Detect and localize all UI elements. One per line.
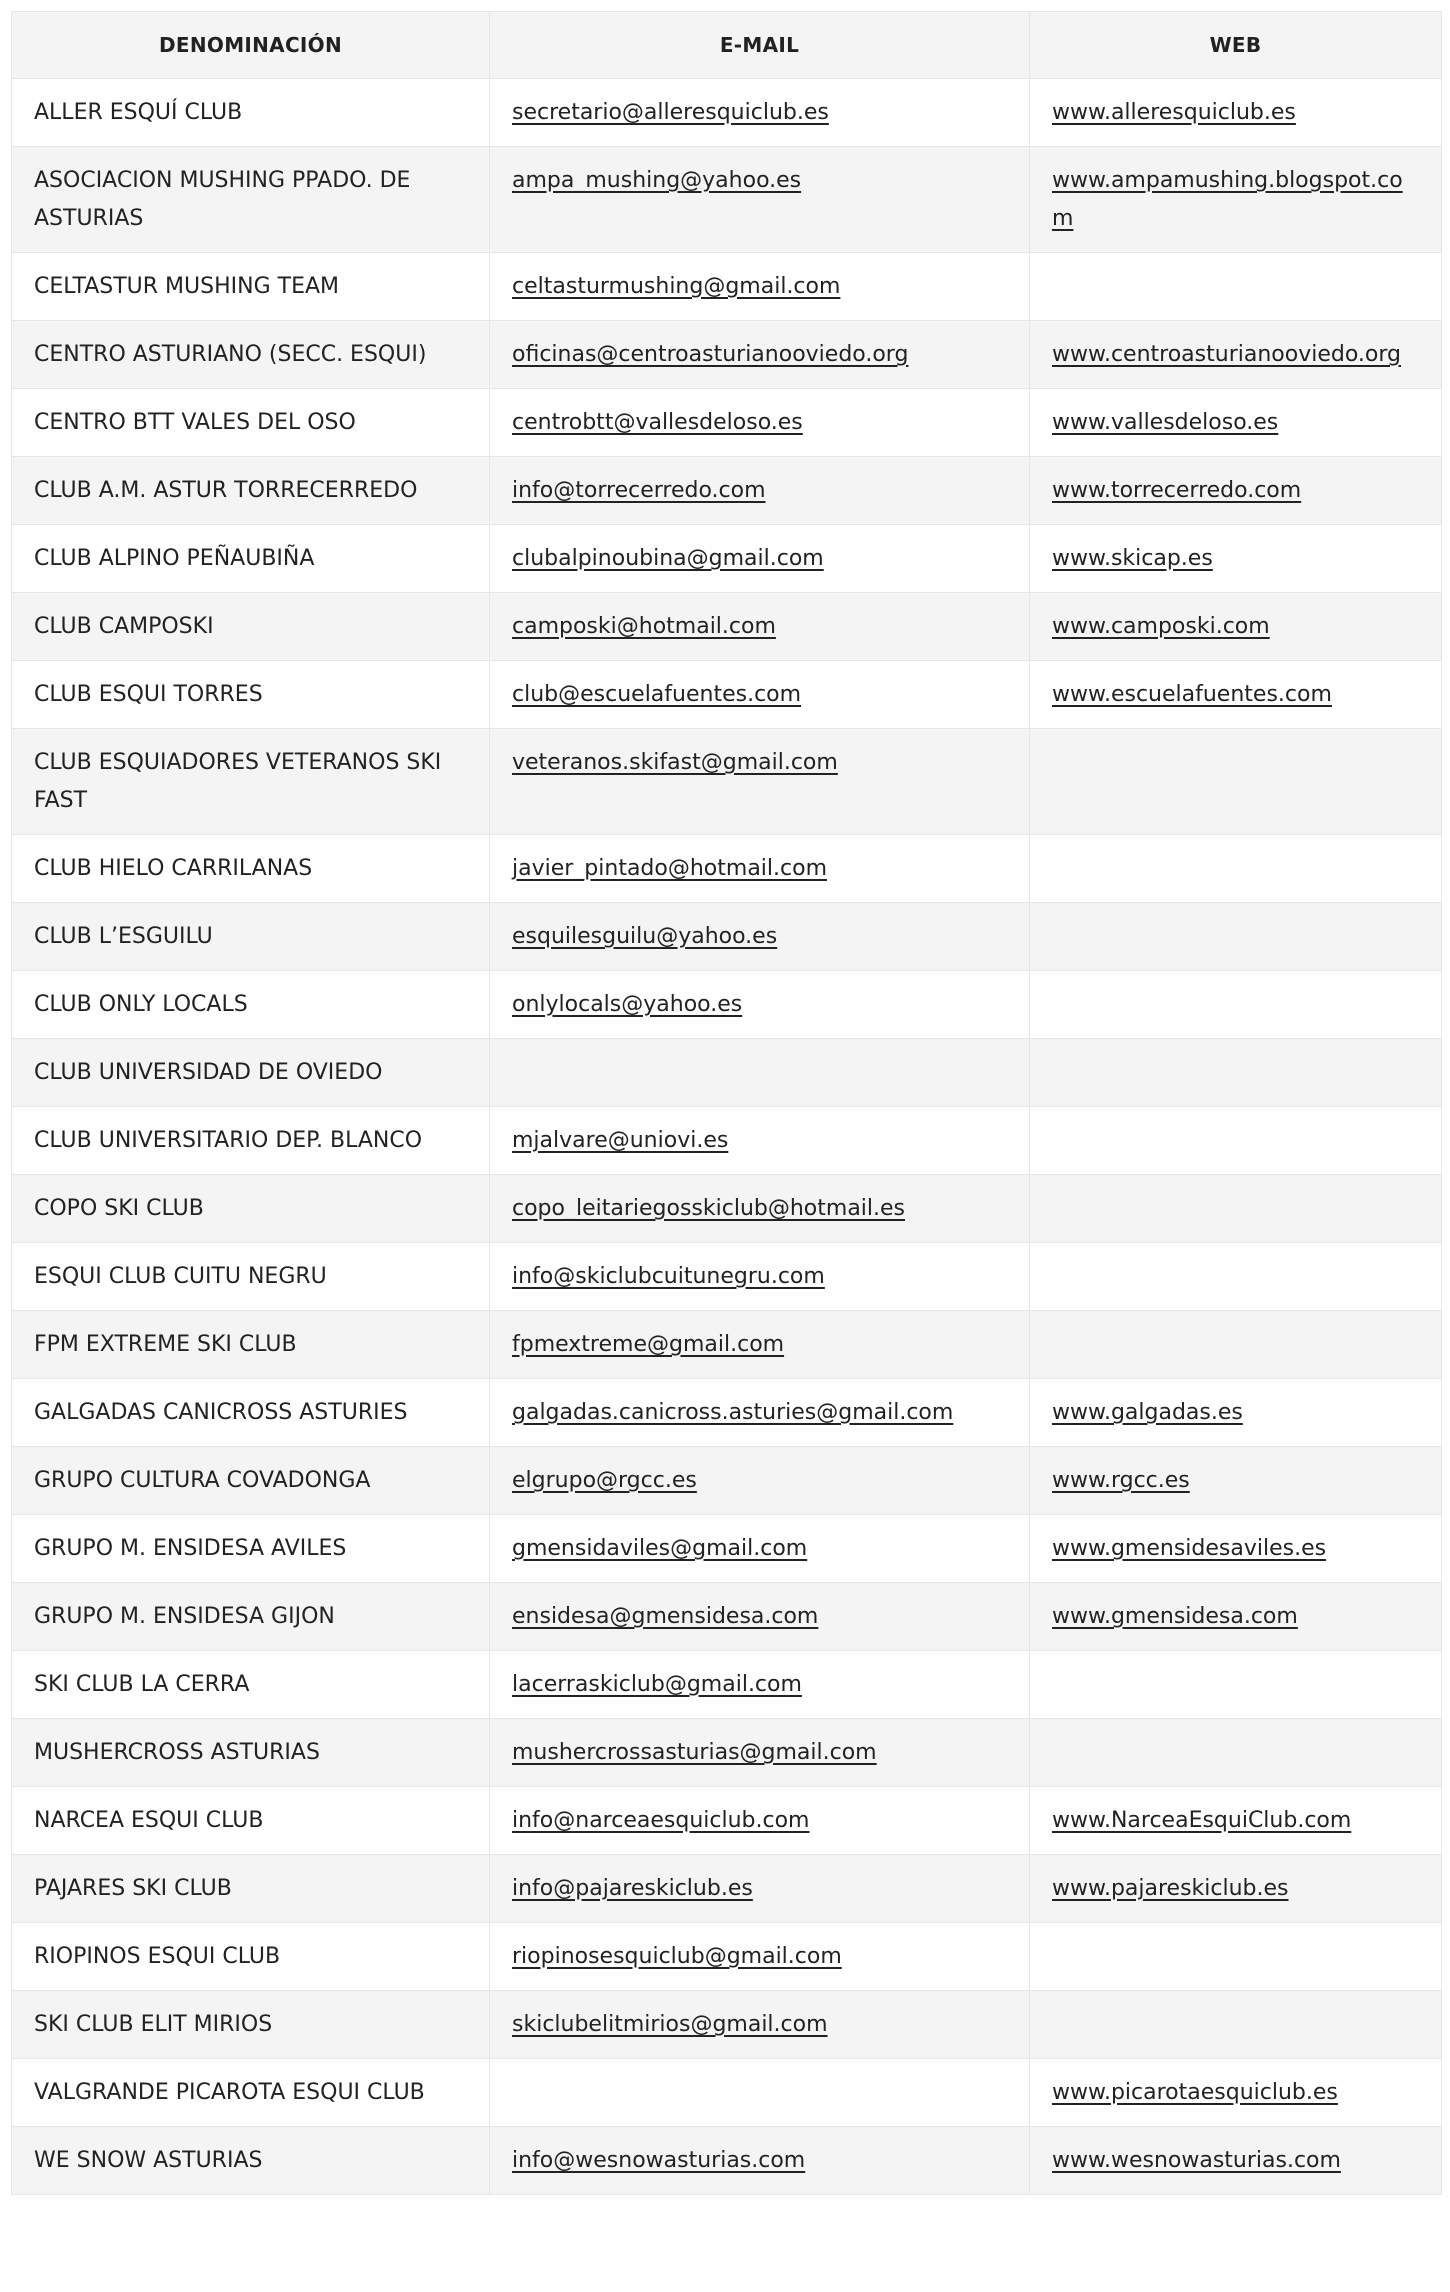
- club-web-cell: [1030, 1787, 1442, 1855]
- club-web-cell: [1030, 1651, 1442, 1719]
- email-link[interactable]: ensidesa@gmensidesa.com: [512, 1604, 819, 1629]
- table-row: [12, 1039, 1442, 1107]
- table-row: [12, 2059, 1442, 2127]
- club-web-cell: [1030, 1039, 1442, 1107]
- email-link[interactable]: mushercrossasturias@gmail.com: [512, 1740, 877, 1765]
- club-email-cell: [490, 903, 1030, 971]
- club-web-cell: [1030, 661, 1442, 729]
- web-link[interactable]: www.torrecerredo.com: [1052, 478, 1302, 503]
- table-row: [12, 1515, 1442, 1583]
- club-web-cell: [1030, 1107, 1442, 1175]
- club-name-cell: CLUB ESQUI TORRES: [12, 661, 490, 729]
- web-link[interactable]: www.vallesdeloso.es: [1052, 410, 1279, 435]
- email-link[interactable]: secretario@alleresquiclub.es: [512, 100, 829, 125]
- table-row: [12, 1719, 1442, 1787]
- club-web-cell: [1030, 1719, 1442, 1787]
- web-link[interactable]: www.escuelafuentes.com: [1052, 682, 1332, 707]
- email-link[interactable]: copo_leitariegosskiclub@hotmail.es: [512, 1196, 906, 1221]
- email-link[interactable]: onlylocals@yahoo.es: [512, 992, 743, 1017]
- table-row: [12, 79, 1442, 147]
- table-body: [12, 79, 1442, 2195]
- table-row: [12, 1311, 1442, 1379]
- club-name-cell: WE SNOW ASTURIAS: [12, 2127, 490, 2195]
- email-link[interactable]: skiclubelitmirios@gmail.com: [512, 2012, 828, 2037]
- club-email-cell: [490, 1991, 1030, 2059]
- email-link[interactable]: ampa_mushing@yahoo.es: [512, 168, 802, 193]
- club-email-cell: [490, 1855, 1030, 1923]
- header-web: WEB: [1030, 12, 1442, 79]
- email-link[interactable]: club@escuelafuentes.com: [512, 682, 802, 707]
- club-web-cell: [1030, 1515, 1442, 1583]
- table-row: [12, 835, 1442, 903]
- table-row: [12, 389, 1442, 457]
- club-name-cell: MUSHERCROSS ASTURIAS: [12, 1719, 490, 1787]
- club-web-cell: [1030, 903, 1442, 971]
- web-link[interactable]: www.wesnowasturias.com: [1052, 2148, 1341, 2173]
- web-link[interactable]: www.centroasturianooviedo.org: [1052, 342, 1401, 367]
- club-name-cell: CLUB HIELO CARRILANAS: [12, 835, 490, 903]
- web-link[interactable]: www.NarceaEsquiClub.com: [1052, 1808, 1352, 1833]
- header-email: E-MAIL: [490, 12, 1030, 79]
- table-row: [12, 1991, 1442, 2059]
- table-row: [12, 1175, 1442, 1243]
- club-email-cell: [490, 1175, 1030, 1243]
- table-row: [12, 253, 1442, 321]
- web-link[interactable]: www.gmensidesaviles.es: [1052, 1536, 1327, 1561]
- club-name-cell: GRUPO M. ENSIDESA GIJON: [12, 1583, 490, 1651]
- club-name-cell: CLUB ALPINO PEÑAUBIÑA: [12, 525, 490, 593]
- email-link[interactable]: oficinas@centroasturianooviedo.org: [512, 342, 909, 367]
- web-link[interactable]: www.camposki.com: [1052, 614, 1270, 639]
- club-name-cell: CENTRO BTT VALES DEL OSO: [12, 389, 490, 457]
- table-header-row: [12, 12, 1442, 79]
- email-link[interactable]: camposki@hotmail.com: [512, 614, 776, 639]
- email-link[interactable]: info@pajareskiclub.es: [512, 1876, 753, 1901]
- table-row: [12, 1583, 1442, 1651]
- web-link[interactable]: www.alleresquiclub.es: [1052, 100, 1296, 125]
- table-row: [12, 1787, 1442, 1855]
- club-web-cell: [1030, 457, 1442, 525]
- table-row: [12, 903, 1442, 971]
- club-web-cell: [1030, 253, 1442, 321]
- club-web-cell: [1030, 971, 1442, 1039]
- club-name-cell: GRUPO M. ENSIDESA AVILES: [12, 1515, 490, 1583]
- table-row: [12, 1107, 1442, 1175]
- club-web-cell: [1030, 593, 1442, 661]
- club-email-cell: [490, 1379, 1030, 1447]
- web-link[interactable]: www.galgadas.es: [1052, 1400, 1243, 1425]
- club-web-cell: [1030, 79, 1442, 147]
- club-web-cell: [1030, 1583, 1442, 1651]
- club-name-cell: COPO SKI CLUB: [12, 1175, 490, 1243]
- club-name-cell: VALGRANDE PICAROTA ESQUI CLUB: [12, 2059, 490, 2127]
- club-name-cell: GALGADAS CANICROSS ASTURIES: [12, 1379, 490, 1447]
- web-link[interactable]: www.pajareskiclub.es: [1052, 1876, 1289, 1901]
- email-link[interactable]: celtasturmushing@gmail.com: [512, 274, 841, 299]
- club-name-cell: CLUB ESQUIADORES VETERANOS SKI FAST: [12, 729, 490, 835]
- club-email-cell: [490, 2127, 1030, 2195]
- clubs-table: [11, 11, 1442, 2195]
- club-email-cell: [490, 1039, 1030, 1107]
- club-name-cell: CLUB UNIVERSITARIO DEP. BLANCO: [12, 1107, 490, 1175]
- club-name-cell: SKI CLUB LA CERRA: [12, 1651, 490, 1719]
- club-web-cell: [1030, 729, 1442, 835]
- email-link[interactable]: galgadas.canicross.asturies@gmail.com: [512, 1400, 954, 1425]
- club-email-cell: [490, 1787, 1030, 1855]
- club-email-cell: [490, 1243, 1030, 1311]
- email-link[interactable]: elgrupo@rgcc.es: [512, 1468, 697, 1493]
- club-email-cell: [490, 525, 1030, 593]
- club-email-cell: [490, 1583, 1030, 1651]
- club-web-cell: [1030, 1175, 1442, 1243]
- club-web-cell: [1030, 2127, 1442, 2195]
- email-link[interactable]: javier_pintado@hotmail.com: [512, 856, 828, 881]
- club-email-cell: [490, 1447, 1030, 1515]
- table-row: [12, 1447, 1442, 1515]
- club-name-cell: FPM EXTREME SKI CLUB: [12, 1311, 490, 1379]
- club-name-cell: ALLER ESQUÍ CLUB: [12, 79, 490, 147]
- club-web-cell: [1030, 1243, 1442, 1311]
- club-email-cell: [490, 729, 1030, 835]
- club-web-cell: [1030, 147, 1442, 253]
- email-link[interactable]: info@skiclubcuitunegru.com: [512, 1264, 825, 1289]
- club-web-cell: [1030, 1991, 1442, 2059]
- web-link[interactable]: www.ampamushing.blogspot.com: [1052, 168, 1403, 231]
- club-email-cell: [490, 321, 1030, 389]
- clubs-table-container: [11, 11, 1441, 2195]
- table-row: [12, 1243, 1442, 1311]
- web-link[interactable]: www.picarotaesquiclub.es: [1052, 2080, 1338, 2105]
- club-name-cell: ESQUI CLUB CUITU NEGRU: [12, 1243, 490, 1311]
- club-web-cell: [1030, 835, 1442, 903]
- club-web-cell: [1030, 1311, 1442, 1379]
- club-email-cell: [490, 1923, 1030, 1991]
- table-row: [12, 661, 1442, 729]
- club-web-cell: [1030, 2059, 1442, 2127]
- club-name-cell: GRUPO CULTURA COVADONGA: [12, 1447, 490, 1515]
- table-row: [12, 971, 1442, 1039]
- club-name-cell: ASOCIACION MUSHING PPADO. DE ASTURIAS: [12, 147, 490, 253]
- club-email-cell: [490, 1719, 1030, 1787]
- club-web-cell: [1030, 1923, 1442, 1991]
- email-link[interactable]: centrobtt@vallesdeloso.es: [512, 410, 803, 435]
- club-name-cell: CLUB L’ESGUILU: [12, 903, 490, 971]
- club-web-cell: [1030, 1447, 1442, 1515]
- club-name-cell: RIOPINOS ESQUI CLUB: [12, 1923, 490, 1991]
- web-link[interactable]: www.skicap.es: [1052, 546, 1213, 571]
- table-row: [12, 593, 1442, 661]
- web-link[interactable]: www.gmensidesa.com: [1052, 1604, 1298, 1629]
- club-email-cell: [490, 457, 1030, 525]
- club-name-cell: NARCEA ESQUI CLUB: [12, 1787, 490, 1855]
- web-link[interactable]: www.rgcc.es: [1052, 1468, 1190, 1493]
- table-row: [12, 147, 1442, 253]
- club-email-cell: [490, 661, 1030, 729]
- email-link[interactable]: lacerraskiclub@gmail.com: [512, 1672, 802, 1697]
- table-row: [12, 321, 1442, 389]
- club-name-cell: SKI CLUB ELIT MIRIOS: [12, 1991, 490, 2059]
- club-email-cell: [490, 1515, 1030, 1583]
- table-row: [12, 1651, 1442, 1719]
- club-name-cell: CENTRO ASTURIANO (SECC. ESQUI): [12, 321, 490, 389]
- club-web-cell: [1030, 1855, 1442, 1923]
- club-email-cell: [490, 593, 1030, 661]
- club-name-cell: CLUB CAMPOSKI: [12, 593, 490, 661]
- club-email-cell: [490, 835, 1030, 903]
- email-link[interactable]: clubalpinoubina@gmail.com: [512, 546, 824, 571]
- club-name-cell: CELTASTUR MUSHING TEAM: [12, 253, 490, 321]
- club-name-cell: PAJARES SKI CLUB: [12, 1855, 490, 1923]
- table-row: [12, 457, 1442, 525]
- header-name: DENOMINACIÓN: [12, 12, 490, 79]
- email-link[interactable]: riopinosesquiclub@gmail.com: [512, 1944, 842, 1969]
- club-name-cell: CLUB A.M. ASTUR TORRECERREDO: [12, 457, 490, 525]
- club-email-cell: [490, 253, 1030, 321]
- email-link[interactable]: veteranos.skifast@gmail.com: [512, 750, 838, 775]
- club-email-cell: [490, 389, 1030, 457]
- email-link[interactable]: info@torrecerredo.com: [512, 478, 766, 503]
- club-name-cell: CLUB UNIVERSIDAD DE OVIEDO: [12, 1039, 490, 1107]
- club-email-cell: [490, 79, 1030, 147]
- table-row: [12, 1855, 1442, 1923]
- table-row: [12, 1923, 1442, 1991]
- club-email-cell: [490, 1311, 1030, 1379]
- club-name-cell: CLUB ONLY LOCALS: [12, 971, 490, 1039]
- table-row: [12, 525, 1442, 593]
- club-email-cell: [490, 2059, 1030, 2127]
- email-link[interactable]: mjalvare@uniovi.es: [512, 1128, 729, 1153]
- email-link[interactable]: gmensidaviles@gmail.com: [512, 1536, 808, 1561]
- table-row: [12, 2127, 1442, 2195]
- email-link[interactable]: info@wesnowasturias.com: [512, 2148, 806, 2173]
- club-email-cell: [490, 1107, 1030, 1175]
- email-link[interactable]: fpmextreme@gmail.com: [512, 1332, 785, 1357]
- club-email-cell: [490, 1651, 1030, 1719]
- club-web-cell: [1030, 321, 1442, 389]
- club-email-cell: [490, 971, 1030, 1039]
- club-web-cell: [1030, 389, 1442, 457]
- table-row: [12, 1379, 1442, 1447]
- club-web-cell: [1030, 525, 1442, 593]
- email-link[interactable]: esquilesguilu@yahoo.es: [512, 924, 778, 949]
- email-link[interactable]: info@narceaesquiclub.com: [512, 1808, 810, 1833]
- table-row: [12, 729, 1442, 835]
- club-web-cell: [1030, 1379, 1442, 1447]
- club-email-cell: [490, 147, 1030, 253]
